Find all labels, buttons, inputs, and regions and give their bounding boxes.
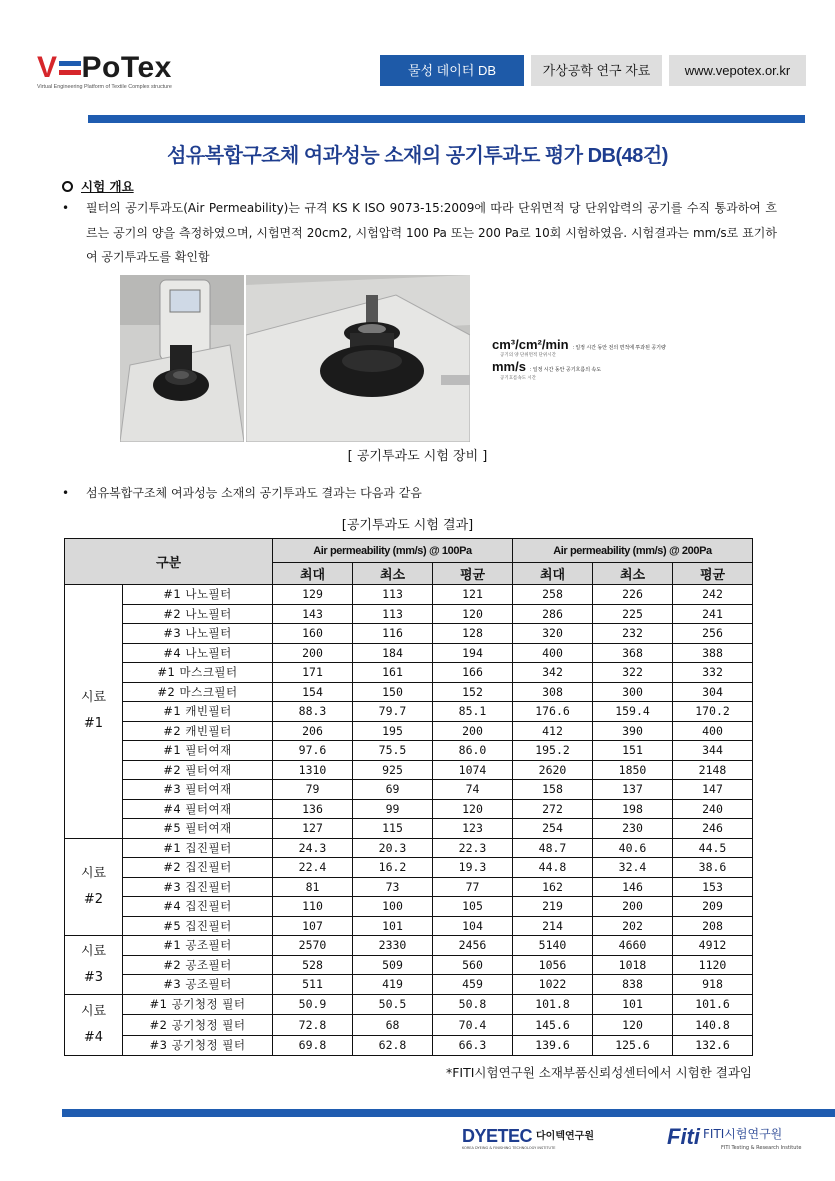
value-min-100: 75.5 xyxy=(353,741,433,761)
unit-mms-row: mm/s : 일정 시간 동안 공기흐름의 속도 xyxy=(492,359,602,374)
value-min-200: 4660 xyxy=(593,936,673,956)
value-min-200: 40.6 xyxy=(593,838,673,858)
value-avg-200: 400 xyxy=(673,721,753,741)
value-min-200: 230 xyxy=(593,819,673,839)
value-avg-200: 332 xyxy=(673,663,753,683)
value-avg-200: 304 xyxy=(673,682,753,702)
value-min-100: 99 xyxy=(353,799,433,819)
value-max-200: 254 xyxy=(513,819,593,839)
table-row xyxy=(65,819,753,839)
value-min-200: 232 xyxy=(593,624,673,644)
circle-bullet-icon xyxy=(62,181,73,192)
value-min-100: 161 xyxy=(353,663,433,683)
table-row xyxy=(65,877,753,897)
value-avg-100: 105 xyxy=(433,897,513,917)
sample-group-label: 시료 #3 xyxy=(65,936,123,995)
value-min-100: 20.3 xyxy=(353,838,433,858)
value-max-200: 1056 xyxy=(513,955,593,975)
header-min-100: 최소 xyxy=(353,563,433,585)
value-min-100: 100 xyxy=(353,897,433,917)
value-max-100: 81 xyxy=(273,877,353,897)
value-min-100: 69 xyxy=(353,780,433,800)
value-max-200: 1022 xyxy=(513,975,593,995)
value-max-200: 158 xyxy=(513,780,593,800)
filter-name: #2 필터여재 xyxy=(123,760,273,780)
table-row xyxy=(65,760,753,780)
overview-paragraph: • 필터의 공기투과도(Air Permeability)는 규격 KS K ISO 9073-15:2009에 따라 단위면적 당 단위압력의 공기를 수직 통과하여 흐르는 공기의 양을 측정하였으며, 시험면적 20cm2, 시험압력 100 Pa 또는 200 Pa로 10회 시험하였음. 시험결과는 mm/s로 표기하여 공기투과도를 확인함 xyxy=(62,196,777,270)
value-avg-200: 170.2 xyxy=(673,702,753,722)
value-max-100: 1310 xyxy=(273,760,353,780)
value-max-100: 171 xyxy=(273,663,353,683)
table-body xyxy=(65,585,753,1056)
filter-name: #1 나노필터 xyxy=(123,585,273,605)
filter-name: #1 공조필터 xyxy=(123,936,273,956)
filter-name: #5 집진필터 xyxy=(123,916,273,936)
unit-mms-breakdown: 공기흐름속도 시간 xyxy=(500,375,537,380)
value-avg-200: 2148 xyxy=(673,760,753,780)
bullet-icon: • xyxy=(62,486,70,500)
value-max-200: 412 xyxy=(513,721,593,741)
filter-name: #1 캐빈필터 xyxy=(123,702,273,722)
value-avg-200: 132.6 xyxy=(673,1035,753,1056)
table-row xyxy=(65,741,753,761)
value-max-200: 342 xyxy=(513,663,593,683)
header-min-200: 최소 xyxy=(593,563,673,585)
value-max-100: 528 xyxy=(273,955,353,975)
value-max-100: 22.4 xyxy=(273,858,353,878)
value-avg-100: 19.3 xyxy=(433,858,513,878)
value-max-200: 286 xyxy=(513,604,593,624)
value-min-100: 184 xyxy=(353,643,433,663)
filter-name: #4 필터여재 xyxy=(123,799,273,819)
unit-cm3-row: cm³/cm²/min : 일정 시간 동안 전의 면적에 투과된 공기량 xyxy=(492,337,666,352)
value-min-200: 300 xyxy=(593,682,673,702)
value-avg-100: 459 xyxy=(433,975,513,995)
table-row xyxy=(65,799,753,819)
value-max-100: 69.8 xyxy=(273,1035,353,1056)
value-min-100: 509 xyxy=(353,955,433,975)
logo-tagline: Virtual Engineering Platform of Textile Complex structure xyxy=(37,84,172,90)
value-max-100: 127 xyxy=(273,819,353,839)
header-avg-100: 평균 xyxy=(433,563,513,585)
value-avg-200: 241 xyxy=(673,604,753,624)
value-min-100: 419 xyxy=(353,975,433,995)
value-avg-100: 560 xyxy=(433,955,513,975)
table-row xyxy=(65,663,753,683)
filter-name: #3 공조필터 xyxy=(123,975,273,995)
value-min-100: 115 xyxy=(353,819,433,839)
value-avg-100: 1074 xyxy=(433,760,513,780)
unit-legend xyxy=(492,336,752,388)
value-max-100: 136 xyxy=(273,799,353,819)
value-min-100: 68 xyxy=(353,1015,433,1036)
value-max-200: 139.6 xyxy=(513,1035,593,1056)
value-min-100: 79.7 xyxy=(353,702,433,722)
value-max-100: 79 xyxy=(273,780,353,800)
value-max-200: 5140 xyxy=(513,936,593,956)
value-max-200: 272 xyxy=(513,799,593,819)
table-row xyxy=(65,975,753,995)
footnote: *FITI시험연구원 소재부품신뢰성센터에서 시험한 결과임 xyxy=(445,1065,752,1080)
value-max-100: 206 xyxy=(273,721,353,741)
value-avg-100: 104 xyxy=(433,916,513,936)
value-avg-200: 1120 xyxy=(673,955,753,975)
value-max-200: 44.8 xyxy=(513,858,593,878)
filter-name: #5 필터여재 xyxy=(123,819,273,839)
value-max-200: 48.7 xyxy=(513,838,593,858)
value-min-200: 1850 xyxy=(593,760,673,780)
sample-group-label: 시료 #4 xyxy=(65,994,123,1056)
filter-name: #3 나노필터 xyxy=(123,624,273,644)
value-avg-100: 77 xyxy=(433,877,513,897)
table-row xyxy=(65,916,753,936)
table-row xyxy=(65,604,753,624)
value-min-200: 390 xyxy=(593,721,673,741)
header-avg-200: 평균 xyxy=(673,563,753,585)
value-min-200: 198 xyxy=(593,799,673,819)
value-avg-100: 120 xyxy=(433,799,513,819)
value-max-100: 88.3 xyxy=(273,702,353,722)
filter-name: #1 공기청정 필터 xyxy=(123,994,273,1015)
value-min-200: 368 xyxy=(593,643,673,663)
filter-name: #3 공기청정 필터 xyxy=(123,1035,273,1056)
table-row xyxy=(65,1015,753,1036)
table-row xyxy=(65,994,753,1015)
logo-equals-mark xyxy=(59,57,81,79)
table-row xyxy=(65,780,753,800)
category-header: 구분 xyxy=(65,539,273,585)
value-avg-200: 209 xyxy=(673,897,753,917)
value-avg-200: 140.8 xyxy=(673,1015,753,1036)
property-db-button[interactable]: 물성 데이터 DB xyxy=(380,55,524,86)
value-min-200: 322 xyxy=(593,663,673,683)
filter-name: #2 공기청정 필터 xyxy=(123,1015,273,1036)
figure-caption: [ 공기투과도 시험 장비 ] xyxy=(347,449,488,464)
value-min-100: 101 xyxy=(353,916,433,936)
value-avg-100: 50.8 xyxy=(433,994,513,1015)
value-avg-100: 128 xyxy=(433,624,513,644)
value-max-100: 107 xyxy=(273,916,353,936)
value-avg-100: 194 xyxy=(433,643,513,663)
air-permeability-table xyxy=(64,538,753,1056)
value-min-200: 146 xyxy=(593,877,673,897)
value-min-200: 137 xyxy=(593,780,673,800)
value-avg-200: 240 xyxy=(673,799,753,819)
filter-name: #2 마스크필터 xyxy=(123,682,273,702)
value-min-200: 32.4 xyxy=(593,858,673,878)
header-100pa: Air permeability (mm/s) @ 100Pa xyxy=(273,539,513,563)
value-min-200: 1018 xyxy=(593,955,673,975)
value-max-100: 200 xyxy=(273,643,353,663)
value-max-200: 320 xyxy=(513,624,593,644)
value-min-200: 125.6 xyxy=(593,1035,673,1056)
value-avg-200: 256 xyxy=(673,624,753,644)
fiti-logo[interactable]: Fiti $^{FITI시험연구원}$ FITI Testing & Research Institute xyxy=(667,1124,802,1151)
table-row xyxy=(65,897,753,917)
filter-name: #3 필터여재 xyxy=(123,780,273,800)
value-max-100: 511 xyxy=(273,975,353,995)
value-max-200: 145.6 xyxy=(513,1015,593,1036)
value-avg-200: 208 xyxy=(673,916,753,936)
value-avg-200: 918 xyxy=(673,975,753,995)
filter-name: #2 나노필터 xyxy=(123,604,273,624)
value-min-100: 116 xyxy=(353,624,433,644)
value-min-200: 200 xyxy=(593,897,673,917)
header-max-200: 최대 xyxy=(513,563,593,585)
filter-name: #2 집진필터 xyxy=(123,858,273,878)
filter-name: #3 집진필터 xyxy=(123,877,273,897)
value-avg-200: 153 xyxy=(673,877,753,897)
value-max-100: 72.8 xyxy=(273,1015,353,1036)
value-avg-100: 200 xyxy=(433,721,513,741)
value-avg-200: 44.5 xyxy=(673,838,753,858)
value-max-100: 24.3 xyxy=(273,838,353,858)
value-avg-200: 38.6 xyxy=(673,858,753,878)
value-min-200: 838 xyxy=(593,975,673,995)
table-row xyxy=(65,936,753,956)
value-avg-100: 66.3 xyxy=(433,1035,513,1056)
value-avg-100: 121 xyxy=(433,585,513,605)
value-min-100: 113 xyxy=(353,585,433,605)
sample-group-label: 시료 #2 xyxy=(65,838,123,936)
filter-name: #4 나노필터 xyxy=(123,643,273,663)
website-link[interactable]: www.vepotex.or.kr xyxy=(669,55,806,86)
filter-name: #1 마스크필터 xyxy=(123,663,273,683)
table-title: [공기투과도 시험 결과] xyxy=(341,518,474,533)
value-min-200: 159.4 xyxy=(593,702,673,722)
value-max-200: 214 xyxy=(513,916,593,936)
table-row xyxy=(65,643,753,663)
value-avg-100: 86.0 xyxy=(433,741,513,761)
value-max-100: 50.9 xyxy=(273,994,353,1015)
filter-name: #2 캐빈필터 xyxy=(123,721,273,741)
value-max-200: 101.8 xyxy=(513,994,593,1015)
page-title: 섬유복합구조체 여과성능 소재의 공기투과도 평가 DB(48건) xyxy=(167,145,668,167)
table-row xyxy=(65,624,753,644)
value-avg-200: 101.6 xyxy=(673,994,753,1015)
value-avg-200: 344 xyxy=(673,741,753,761)
value-avg-200: 246 xyxy=(673,819,753,839)
table-row xyxy=(65,721,753,741)
value-max-200: 219 xyxy=(513,897,593,917)
value-avg-100: 22.3 xyxy=(433,838,513,858)
value-max-100: 143 xyxy=(273,604,353,624)
value-avg-200: 4912 xyxy=(673,936,753,956)
unit-cm3-breakdown: 공기의 양 단위면적 단위시간 xyxy=(500,352,556,357)
filter-name: #4 집진필터 xyxy=(123,897,273,917)
value-avg-200: 388 xyxy=(673,643,753,663)
table-row xyxy=(65,838,753,858)
value-min-200: 226 xyxy=(593,585,673,605)
header-200pa: Air permeability (mm/s) @ 200Pa xyxy=(513,539,753,563)
value-min-200: 151 xyxy=(593,741,673,761)
value-avg-100: 166 xyxy=(433,663,513,683)
value-min-100: 2330 xyxy=(353,936,433,956)
table-row xyxy=(65,585,753,605)
value-max-200: 195.2 xyxy=(513,741,593,761)
value-avg-200: 242 xyxy=(673,585,753,605)
value-min-200: 101 xyxy=(593,994,673,1015)
value-min-100: 73 xyxy=(353,877,433,897)
value-min-100: 16.2 xyxy=(353,858,433,878)
sample-group-label: 시료 #1 xyxy=(65,585,123,839)
value-max-100: 129 xyxy=(273,585,353,605)
value-max-100: 2570 xyxy=(273,936,353,956)
value-max-200: 176.6 xyxy=(513,702,593,722)
test-equipment-photo-2 xyxy=(246,275,470,442)
virtual-engineering-research-button[interactable]: 가상공학 연구 자료 xyxy=(531,55,662,86)
table-row xyxy=(65,702,753,722)
test-equipment-photo-1 xyxy=(120,275,244,442)
value-avg-100: 123 xyxy=(433,819,513,839)
bullet-icon: • xyxy=(62,201,70,215)
value-max-100: 97.6 xyxy=(273,741,353,761)
value-avg-200: 147 xyxy=(673,780,753,800)
value-avg-100: 85.1 xyxy=(433,702,513,722)
value-max-100: 160 xyxy=(273,624,353,644)
value-min-100: 195 xyxy=(353,721,433,741)
filter-name: #1 집진필터 xyxy=(123,838,273,858)
table-row xyxy=(65,682,753,702)
table-row xyxy=(65,955,753,975)
value-min-200: 202 xyxy=(593,916,673,936)
value-min-100: 113 xyxy=(353,604,433,624)
value-max-200: 162 xyxy=(513,877,593,897)
footer-divider xyxy=(62,1109,835,1117)
value-min-100: 50.5 xyxy=(353,994,433,1015)
value-avg-100: 70.4 xyxy=(433,1015,513,1036)
logo-wordmark: V PoTex xyxy=(37,51,172,84)
dyetec-logo[interactable]: DYETEC 다이텍연구원 KOREA DYEING & FINISHING TECHNOLOGY INSTITUTE xyxy=(462,1126,594,1150)
filter-name: #1 필터여재 xyxy=(123,741,273,761)
header-divider xyxy=(88,115,805,123)
value-avg-100: 74 xyxy=(433,780,513,800)
filter-name: #2 공조필터 xyxy=(123,955,273,975)
value-min-100: 150 xyxy=(353,682,433,702)
value-avg-100: 152 xyxy=(433,682,513,702)
value-avg-100: 2456 xyxy=(433,936,513,956)
header-max-100: 최대 xyxy=(273,563,353,585)
value-min-200: 120 xyxy=(593,1015,673,1036)
value-min-100: 62.8 xyxy=(353,1035,433,1056)
value-min-100: 925 xyxy=(353,760,433,780)
value-max-200: 400 xyxy=(513,643,593,663)
table-row xyxy=(65,1035,753,1056)
value-max-200: 258 xyxy=(513,585,593,605)
value-max-200: 2620 xyxy=(513,760,593,780)
value-avg-100: 120 xyxy=(433,604,513,624)
value-max-100: 110 xyxy=(273,897,353,917)
results-intro: • 섬유복합구조체 여과성능 소재의 공기투과도 결과는 다음과 같음 xyxy=(62,486,422,500)
section-heading: 시험 개요 xyxy=(62,177,134,195)
value-min-200: 225 xyxy=(593,604,673,624)
value-max-100: 154 xyxy=(273,682,353,702)
vepotex-logo[interactable] xyxy=(37,52,177,92)
table-row xyxy=(65,858,753,878)
value-max-200: 308 xyxy=(513,682,593,702)
